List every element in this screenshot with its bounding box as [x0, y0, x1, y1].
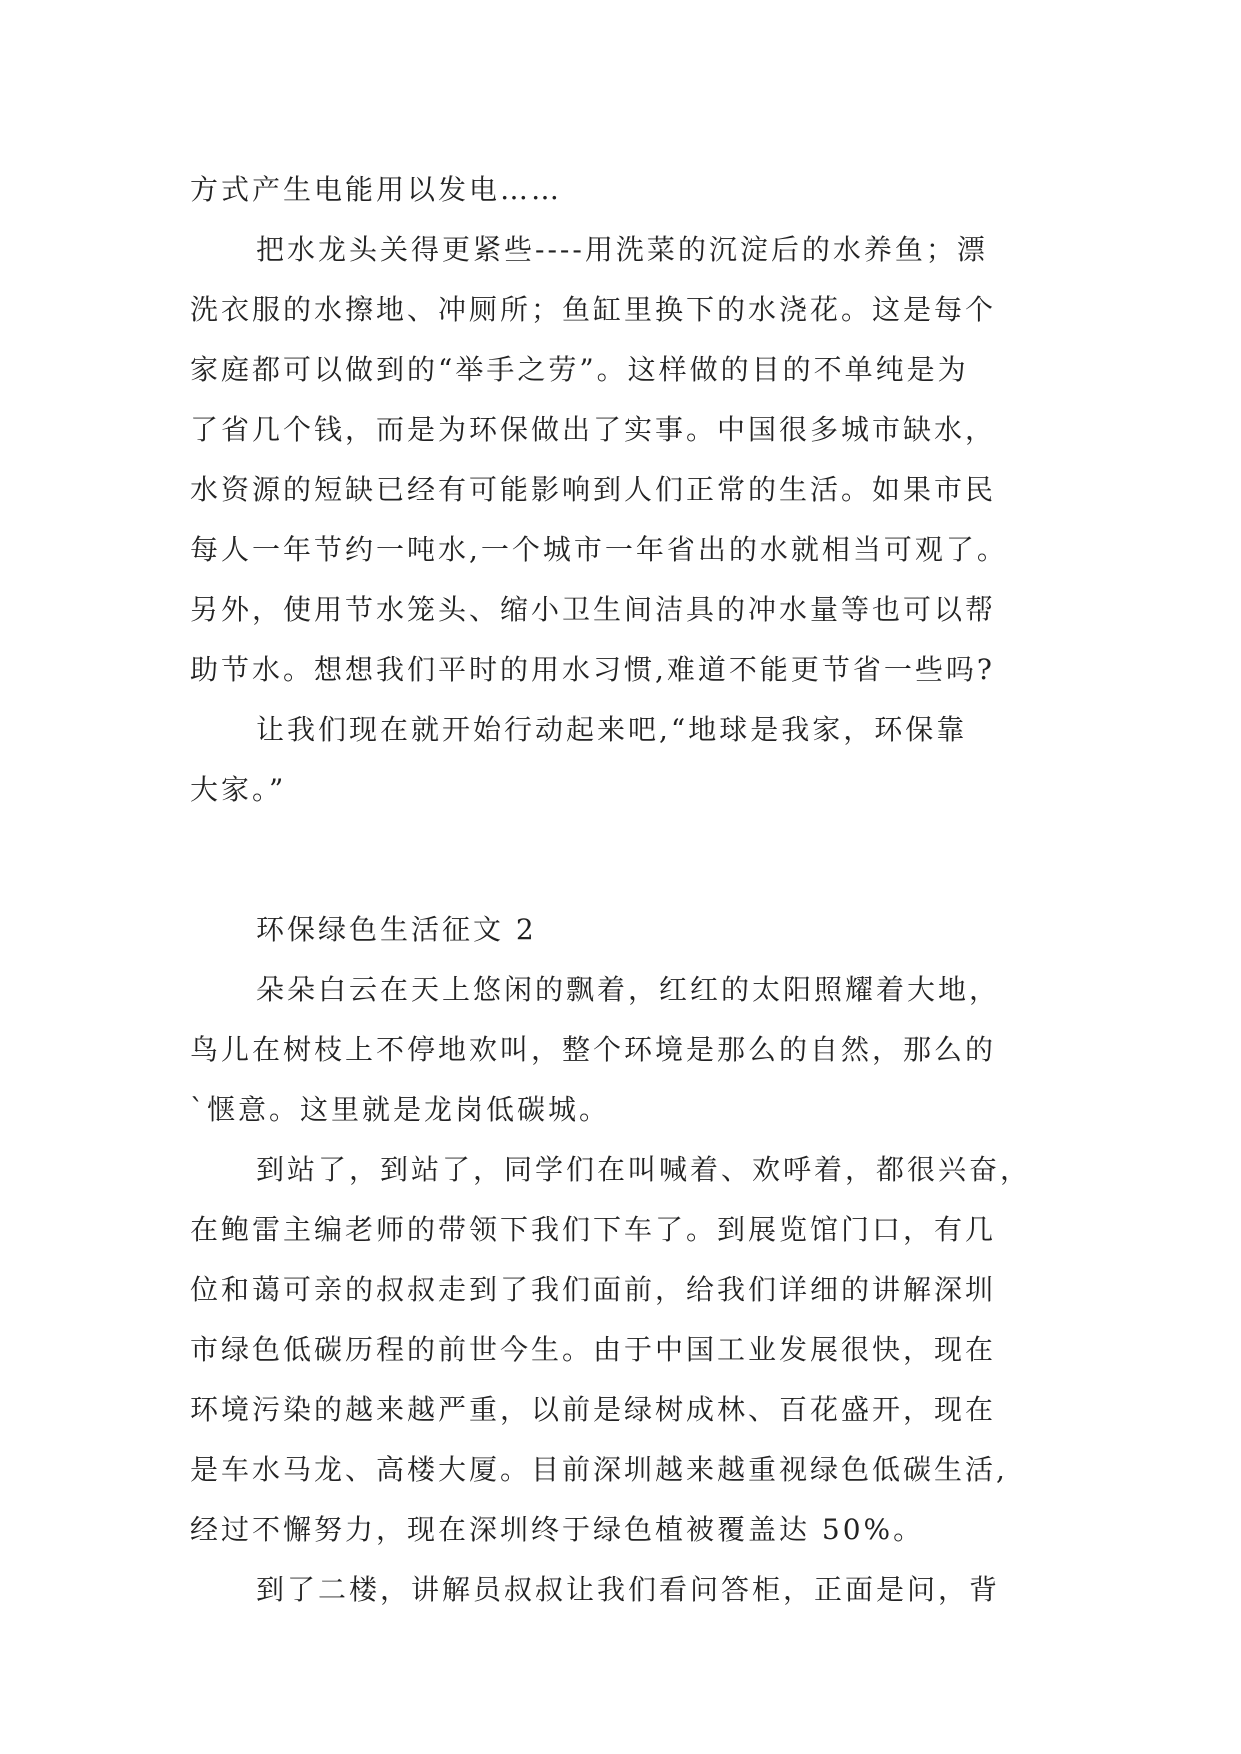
- paragraph-line: 每人一年节约一吨水,一个城市一年省出的水就相当可观了。: [190, 533, 1008, 566]
- paragraph-line: 经过不懈努力，现在深圳终于绿色植被覆盖达 50%。: [190, 1513, 925, 1546]
- paragraph-line: 助节水。想想我们平时的用水习惯,难道不能更节省一些吗?: [190, 653, 995, 686]
- paragraph-line: 鸟儿在树枝上不停地欢叫，整个环境是那么的自然，那么的: [190, 1033, 997, 1066]
- paragraph-line: 到了二楼，讲解员叔叔让我们看问答柜，正面是问，背: [256, 1573, 1001, 1606]
- paragraph-line: 把水龙头关得更紧些----用洗菜的沉淀后的水养鱼；漂: [256, 233, 988, 266]
- paragraph-line: 环境污染的越来越严重，以前是绿树成林、百花盛开，现在: [190, 1393, 997, 1426]
- section-spacer: [190, 820, 1060, 900]
- paragraph-line: 是车水马龙、高楼大厦。目前深圳越来越重视绿色低碳生活,: [190, 1453, 1008, 1486]
- paragraph-line: 朵朵白云在天上悠闲的飘着，红红的太阳照耀着大地，: [256, 973, 1001, 1006]
- document-body: [190, 160, 1060, 1620]
- paragraph-line: 洗衣服的水擦地、冲厕所；鱼缸里换下的水浇花。这是每个: [190, 293, 997, 326]
- section-title: 环保绿色生活征文 2: [256, 913, 537, 946]
- paragraph-line: 另外，使用节水笼头、缩小卫生间洁具的冲水量等也可以帮: [190, 593, 997, 626]
- paragraph-line: 在鲍雷主编老师的带领下我们下车了。到展览馆门口，有几: [190, 1213, 997, 1246]
- paragraph-line: 家庭都可以做到的“举手之劳”。这样做的目的不单纯是为: [190, 353, 969, 386]
- paragraph-line: 水资源的短缺已经有可能影响到人们正常的生活。如果市民: [190, 473, 997, 506]
- paragraph-line: 了省几个钱，而是为环保做出了实事。中国很多城市缺水，: [190, 413, 997, 446]
- paragraph-line: 位和蔼可亲的叔叔走到了我们面前，给我们详细的讲解深圳: [190, 1273, 997, 1306]
- paragraph-line: 方式产生电能用以发电……: [190, 173, 563, 206]
- paragraph-line: 市绿色低碳历程的前世今生。由于中国工业发展很快，现在: [190, 1333, 997, 1366]
- paragraph-line: `惬意。这里就是龙岗低碳城。: [190, 1093, 611, 1126]
- paragraph-line: 到站了，到站了，同学们在叫喊着、欢呼着，都很兴奋，: [256, 1153, 1032, 1186]
- paragraph-line: 让我们现在就开始行动起来吧,“地球是我家，环保靠: [256, 713, 968, 746]
- paragraph-line: 大家。”: [190, 773, 287, 806]
